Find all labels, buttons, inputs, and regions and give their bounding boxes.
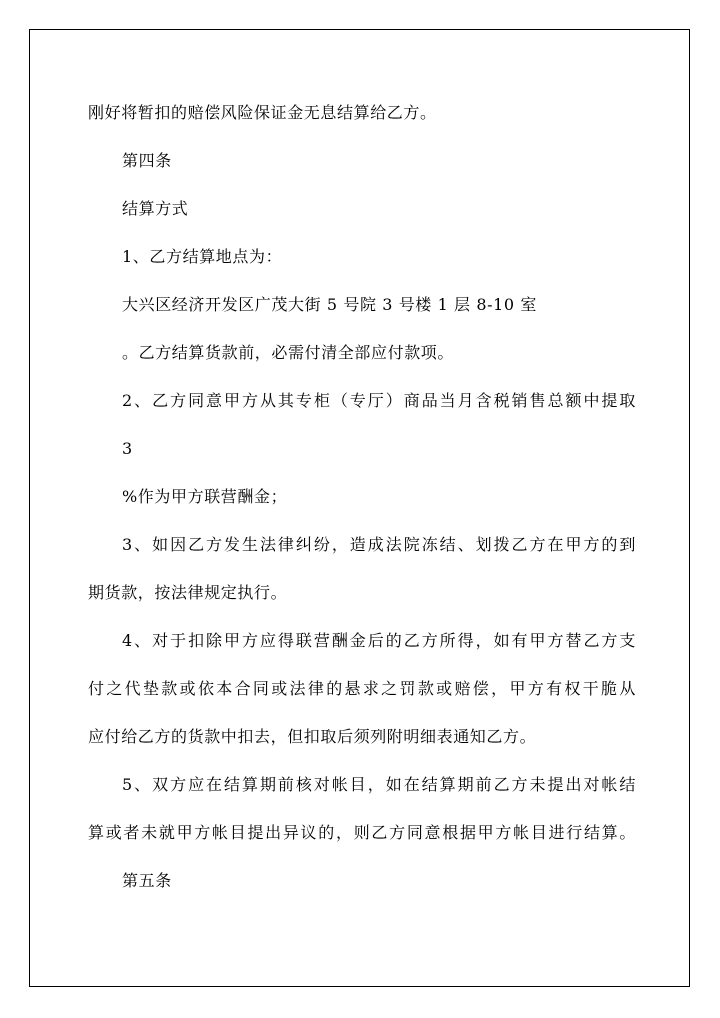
clause-1-line: 1、乙方结算地点为： <box>122 247 283 266</box>
clause-3-line: 3、如因乙方发生法律纠纷，造成法院冻结、划拨乙方在甲方的到 <box>122 535 636 554</box>
paragraph-continuation: 刚好将暂扣的赔偿风险保证金无息结算给乙方。 <box>88 103 437 122</box>
settlement-method-heading: 结算方式 <box>122 199 189 218</box>
clause-4-continuation-end: 应付给乙方的货款中扣去，但扣取后须列附明细表通知乙方。 <box>88 727 537 746</box>
clause-2-percentage: 3 <box>122 439 133 458</box>
clause-5-continuation: 算或者未就甲方帐目提出异议的，则乙方同意根据甲方帐目进行结算。 <box>88 823 636 842</box>
document-body <box>88 89 636 905</box>
clause-4-continuation: 付之代垫款或依本合同或法律的悬求之罚款或赔偿，甲方有权干脆从 <box>88 679 636 698</box>
clause-2-line: 2、乙方同意甲方从其专柜（专厅）商品当月含税销售总额中提取 <box>122 391 636 410</box>
clause-2-continuation: %作为甲方联营酬金； <box>122 487 288 506</box>
article-5-heading: 第五条 <box>122 871 172 890</box>
clause-3-continuation: 期货款，按法律规定执行。 <box>88 583 288 602</box>
clause-1-continuation: 。乙方结算货款前，必需付清全部应付款项。 <box>122 343 455 362</box>
clause-4-line: 4、对于扣除甲方应得联营酬金后的乙方所得，如有甲方替乙方支 <box>122 631 636 650</box>
clause-5-line: 5、双方应在结算期前核对帐目，如在结算期前乙方未提出对帐结 <box>122 775 636 794</box>
article-4-heading: 第四条 <box>122 151 172 170</box>
settlement-address: 大兴区经济开发区广茂大街 5 号院 3 号楼 1 层 8-10 室 <box>122 295 537 314</box>
